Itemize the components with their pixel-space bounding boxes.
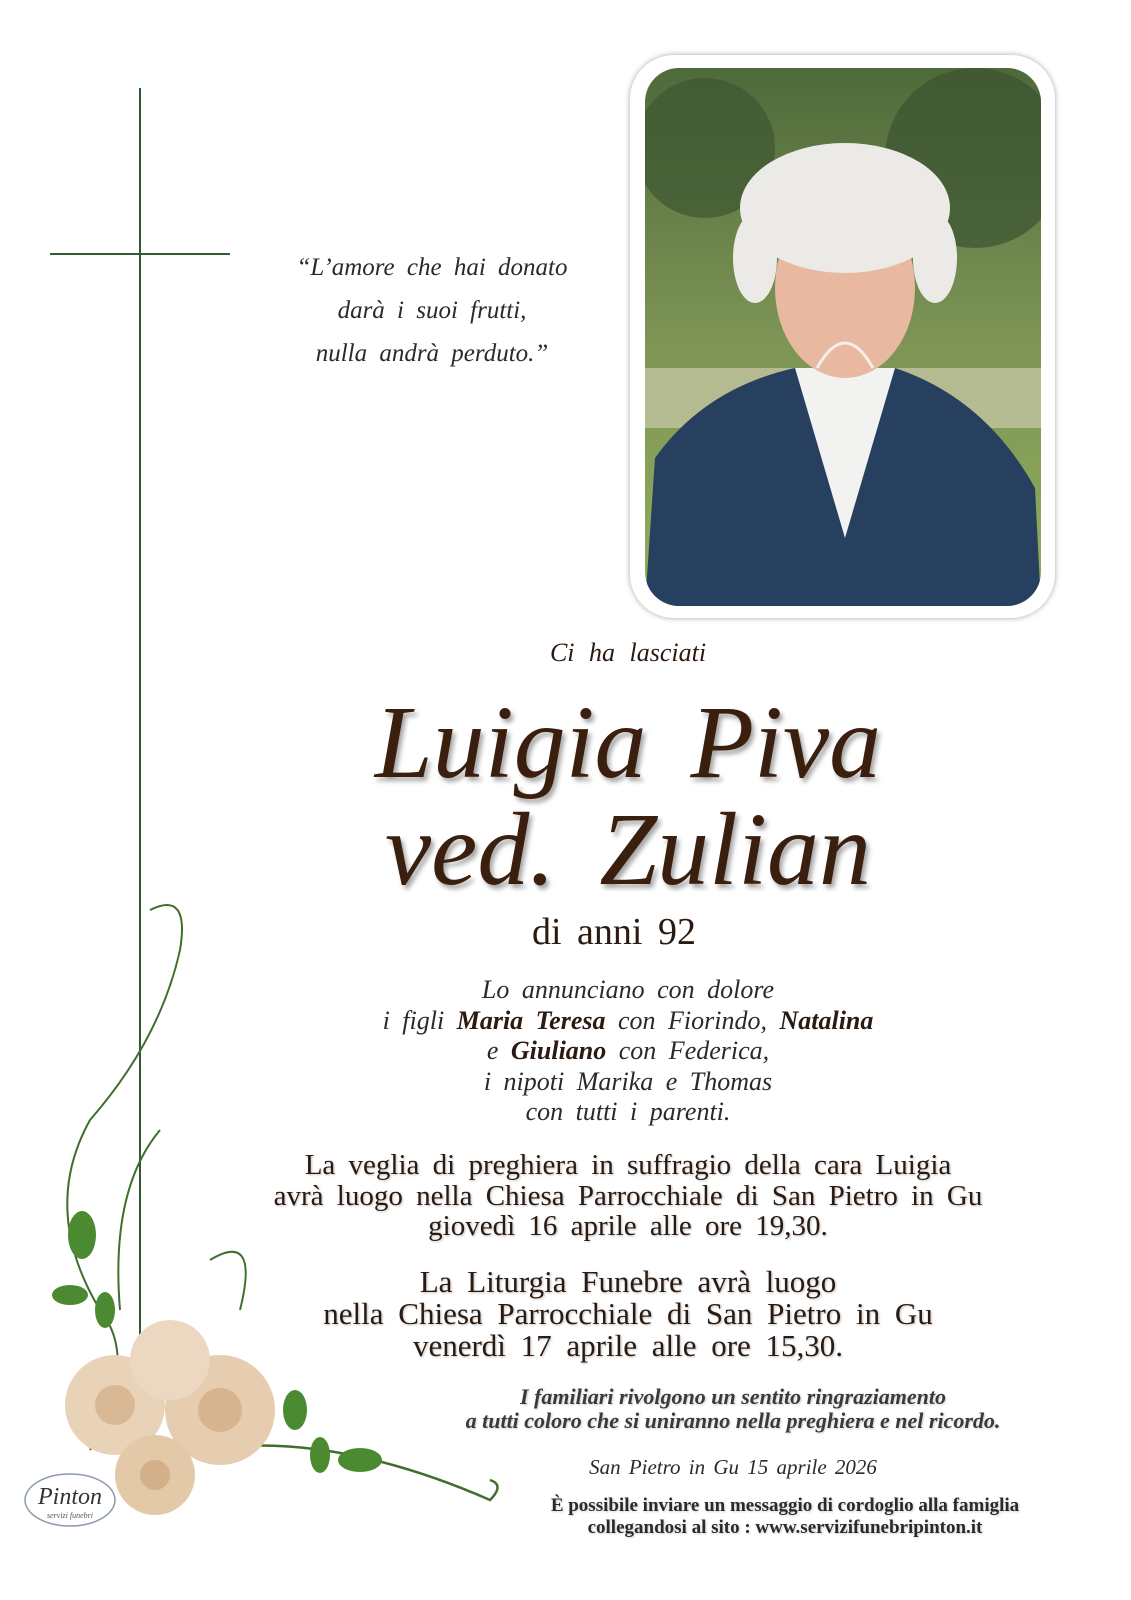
condolence-message (485, 1495, 1085, 1539)
svg-text:Pinton: Pinton (38, 1484, 102, 1510)
quote (232, 246, 632, 375)
svg-text:servizi funebri: servizi funebri (47, 1511, 93, 1520)
roses-decoration (30, 890, 510, 1540)
message-line: È possibile inviare un messaggio di cordoglio alla famiglia (550, 1495, 1020, 1516)
announcement-line: con tutti i parenti. (525, 1097, 731, 1126)
text: i figli (382, 1005, 457, 1035)
text: con Federica, (606, 1036, 770, 1065)
child-name: Maria Teresa (456, 1005, 606, 1035)
intro-text: Ci ha lasciati (549, 638, 707, 667)
website-link[interactable]: collegandosi al sito : www.servizifunebripinton.it (587, 1517, 983, 1538)
child-name: Natalina (779, 1005, 874, 1035)
funeral-line: La Liturgia Funebre avrà luogo (419, 1264, 837, 1299)
portrait-photo (645, 68, 1041, 606)
place-date: San Pietro in Gu 15 aprile 2026 (589, 1455, 877, 1479)
pinton-logo (20, 1470, 120, 1530)
cross-horizontal (50, 253, 230, 255)
thanks-line: a tutti coloro che si uniranno nella preghiera e nel ricordo. (465, 1408, 1001, 1433)
vigil-line: giovedì 16 aprile alle ore 19,30. (428, 1210, 828, 1242)
quote-line: nulla andrà perduto.” (315, 340, 549, 367)
deceased-name-line1: Luigia Piva (374, 685, 882, 800)
vigil-line: La veglia di preghiera in suffragio della cara Luigia (304, 1149, 952, 1181)
funeral-line: venerdì 17 aprile alle ore 15,30. (412, 1328, 844, 1363)
vigil-line: avrà luogo nella Chiesa Parrocchiale di San Pietro in Gu (273, 1179, 983, 1212)
thanks-line: I familiari rivolgono un sentito ringraziamento (519, 1384, 947, 1409)
announcement-line: Lo annunciano con dolore (481, 975, 775, 1004)
age: di anni 92 (532, 911, 696, 953)
text: e (486, 1036, 511, 1065)
child-name: Giuliano (510, 1036, 607, 1065)
deceased-name-line2: ved. Zulian (385, 792, 871, 907)
quote-line: “L’amore che hai donato (296, 254, 568, 281)
quote-line: darà i suoi frutti, (337, 297, 527, 324)
funeral-line: nella Chiesa Parrocchiale di San Pietro in Gu (323, 1296, 933, 1331)
announcement-line: i nipoti Marika e Thomas (483, 1066, 773, 1096)
text: con Fiorindo, (605, 1005, 780, 1035)
